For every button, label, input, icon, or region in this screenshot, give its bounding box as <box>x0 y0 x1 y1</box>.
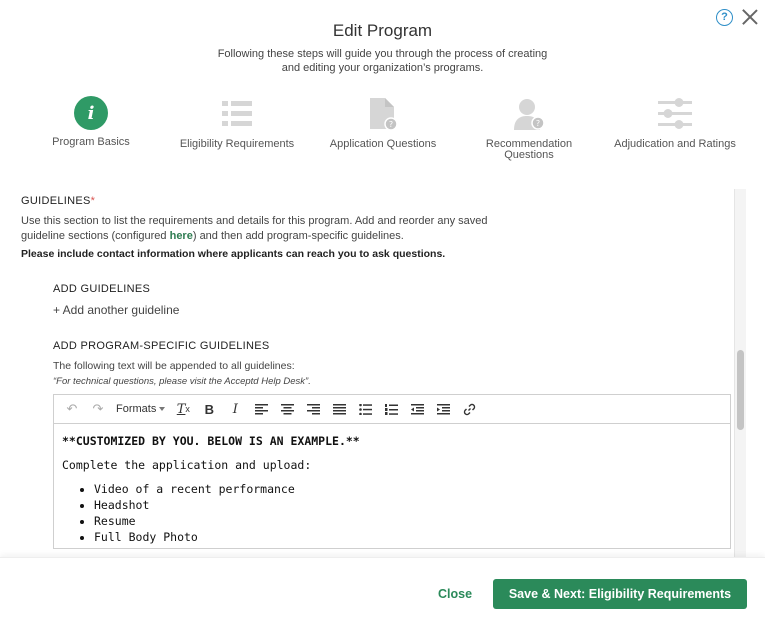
close-button[interactable]: Close <box>438 587 473 601</box>
wizard-steps <box>18 96 748 161</box>
formats-dropdown[interactable]: Formats <box>112 397 169 421</box>
step-label: Adjudication and Ratings <box>614 138 736 150</box>
step-label: Recommendation Questions <box>485 138 573 161</box>
scroll-content <box>0 189 746 557</box>
step-application-questions[interactable] <box>310 96 456 161</box>
append-italic-text: “For technical questions, please visit the Acceptd Help Desk”. <box>53 376 311 387</box>
editor-content[interactable] <box>54 424 730 554</box>
step-label: Program Basics <box>52 136 130 148</box>
editor-list <box>94 481 722 545</box>
link-icon[interactable] <box>457 397 481 421</box>
program-guidelines-heading: ADD PROGRAM-SPECIFIC GUIDELINES <box>53 340 270 352</box>
step-program-basics[interactable] <box>18 96 164 161</box>
align-right-icon[interactable] <box>301 397 325 421</box>
append-text: The following text will be appended to all guidelines: <box>53 360 295 372</box>
bullet-list-icon[interactable] <box>353 397 377 421</box>
sliders-icon <box>657 96 693 132</box>
italic-icon[interactable]: I <box>232 401 238 417</box>
redo-icon[interactable]: ↷ <box>92 401 104 416</box>
guidelines-description: Use this section to list the requirements and details for this program. Add and reorder any saved guideline sections (configured here) and then add program-specific guidelines. <box>21 215 488 242</box>
clear-format-icon[interactable]: T x <box>176 401 190 417</box>
editor-bold-line: **CUSTOMIZED BY YOU. BELOW IS AN EXAMPLE.** <box>62 434 360 448</box>
align-justify-icon[interactable] <box>327 397 351 421</box>
list-item: • Full Body Photo <box>94 529 722 545</box>
align-left-icon[interactable] <box>249 397 273 421</box>
person-icon <box>511 96 547 132</box>
help-icon[interactable]: ? <box>716 9 733 26</box>
step-label: Eligibility Requirements <box>179 138 295 150</box>
list-item: • Headshot <box>94 497 722 513</box>
list-item: • Resume <box>94 513 722 529</box>
step-eligibility-requirements[interactable] <box>164 96 310 161</box>
step-label: Application Questions <box>329 138 437 150</box>
svg-text:?: ? <box>388 120 394 129</box>
step-recommendation-questions[interactable] <box>456 96 602 161</box>
list-icon <box>219 96 255 132</box>
required-mark: * <box>90 195 96 207</box>
modal-subtitle: Following these steps will guide you through the process of creating and editing your organization’s programs. <box>217 48 548 74</box>
scroll-thumb[interactable] <box>737 350 744 430</box>
add-guidelines-heading: ADD GUIDELINES <box>53 283 151 295</box>
info-icon: i <box>74 96 108 130</box>
indent-icon[interactable] <box>431 397 455 421</box>
editor-toolbar <box>54 395 730 424</box>
configured-here-link[interactable]: here <box>169 230 193 242</box>
svg-text:?: ? <box>535 119 541 128</box>
scrollbar[interactable] <box>734 189 746 557</box>
document-icon <box>365 96 401 132</box>
save-next-button[interactable]: Save & Next: Eligibility Requirements <box>493 579 747 609</box>
chevron-down-icon <box>159 407 165 411</box>
add-guideline-link[interactable]: + Add another guideline <box>53 303 180 317</box>
contact-note: Please include contact information where applicants can reach you to ask questions. <box>21 248 446 260</box>
step-adjudication-ratings[interactable] <box>602 96 748 161</box>
modal-footer <box>0 557 765 630</box>
numbered-list-icon[interactable] <box>379 397 403 421</box>
editor-intro: Complete the application and upload: <box>62 458 312 472</box>
outdent-icon[interactable] <box>405 397 429 421</box>
bold-icon[interactable]: B <box>204 401 215 417</box>
rich-text-editor <box>53 394 731 549</box>
undo-icon[interactable]: ↶ <box>66 401 78 416</box>
list-item: • Video of a recent performance <box>94 481 722 497</box>
align-center-icon[interactable] <box>275 397 299 421</box>
modal-title: Edit Program <box>332 21 433 40</box>
guidelines-heading: GUIDELINES* <box>21 195 96 207</box>
